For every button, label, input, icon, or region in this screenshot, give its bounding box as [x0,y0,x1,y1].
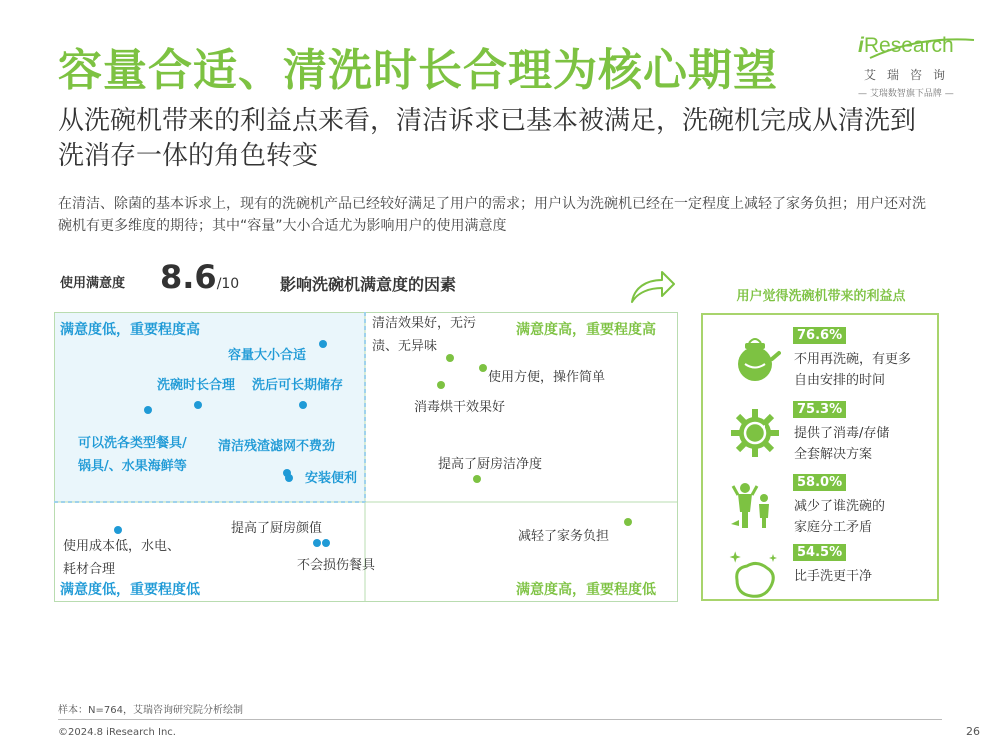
page-number: 26 [966,725,980,738]
factor-label: 减轻了家务负担 [518,529,610,544]
quadrant-label-top-left: 满意度低，重要程度高 [60,322,200,338]
factor-label: 消毒烘干效果好 [414,400,506,415]
benefit-item [703,474,937,544]
quadrant-label-top-right: 满意度高，重要程度高 [516,322,656,338]
factor-label: 提高了厨房洁净度 [438,457,543,472]
scatter-point [322,539,330,547]
benefit-item [703,401,937,471]
copyright: ©2024.8 iResearch Inc. [58,727,176,738]
gear-refresh-icon [729,407,781,459]
factor-label: 使用成本低，水电、 耗材合理 [63,539,181,577]
scatter-point [479,364,487,372]
family-icon [729,480,781,532]
logo-chinese: 艾瑞咨询 [864,68,957,82]
factor-label: 不会损伤餐具 [297,558,376,573]
page-title: 容量合适、清洗时长合理为核心期望 [58,45,778,96]
curved-arrow-icon [628,266,676,306]
page-description: 在清洁、除菌的基本诉求上，现有的洗碗机产品已经较好满足了用户的需求；用户认为洗碗机已经在一定程度上减轻了家务负担；用户还对洗碗机有更多维度的期待；其中“容量”大小合适尤为影响用户的使用满意度 [58,196,926,234]
scatter-point [144,406,152,414]
source-note: 样本：N=764，艾瑞咨询研究院分析绘制 [58,705,243,716]
quadrant-label-bottom-right: 满意度高，重要程度低 [516,582,656,598]
factor-quadrant-chart [54,312,678,602]
benefit-text: 比手洗更干净 [794,569,873,584]
factor-label: 洗后可长期储存 [252,378,344,393]
factor-label: 清洁效果好，无污 渍、无异味 [372,316,477,354]
benefit-percentage: 54.5% [793,544,846,561]
factor-label: 使用方便，操作简单 [488,370,606,385]
quadrant-label-bottom-left: 满意度低，重要程度低 [60,582,200,598]
benefit-percentage: 58.0% [793,474,846,491]
iresearch-logo [858,34,978,104]
factor-label: 清洁残渣滤网不费劲 [218,439,336,454]
factor-label: 可以洗各类型餐具/ 锅具/、水果海鲜等 [78,436,187,474]
page-subtitle: 从洗碗机带来的利益点来看，清洁诉求已基本被满足，洗碗机完成从清洗到洗消存一体的角色转变 [58,106,917,171]
benefits-panel [701,313,939,601]
scatter-point [473,475,481,483]
footer-divider [58,719,942,720]
scatter-point [624,518,632,526]
scatter-point [194,401,202,409]
benefit-item [703,327,937,397]
satisfaction-label: 使用满意度 [60,276,126,291]
sparkle-bowl-icon [729,550,781,602]
scatter-point [299,401,307,409]
factor-label: 安装便利 [305,471,358,486]
scatter-point [285,474,293,482]
benefit-item [703,544,937,614]
logo-swoosh-icon [868,34,978,64]
factor-label: 提高了厨房颜值 [231,521,323,536]
kettle-icon [729,333,781,385]
benefit-text: 提供了消毒/存储 全套解决方案 [794,426,890,462]
benefit-text: 减少了谁洗碗的 家庭分工矛盾 [794,499,886,535]
benefit-percentage: 76.6% [793,327,846,344]
scatter-point [313,539,321,547]
satisfaction-score: 8.6/10 [160,258,240,296]
benefit-text: 不用再洗碗，有更多 自由安排的时间 [794,352,912,388]
chart-title: 影响洗碗机满意度的因素 [280,275,457,294]
scatter-point [319,340,327,348]
scatter-point [437,381,445,389]
scatter-point [114,526,122,534]
logo-tagline: — 艾瑞数智旗下品牌 — [858,89,954,99]
logo-wordmark: iResearch [858,34,954,57]
factor-label: 洗碗时长合理 [157,378,236,393]
benefit-percentage: 75.3% [793,401,846,418]
factor-label: 容量大小合适 [228,348,307,363]
benefits-title: 用户觉得洗碗机带来的利益点 [736,289,906,304]
